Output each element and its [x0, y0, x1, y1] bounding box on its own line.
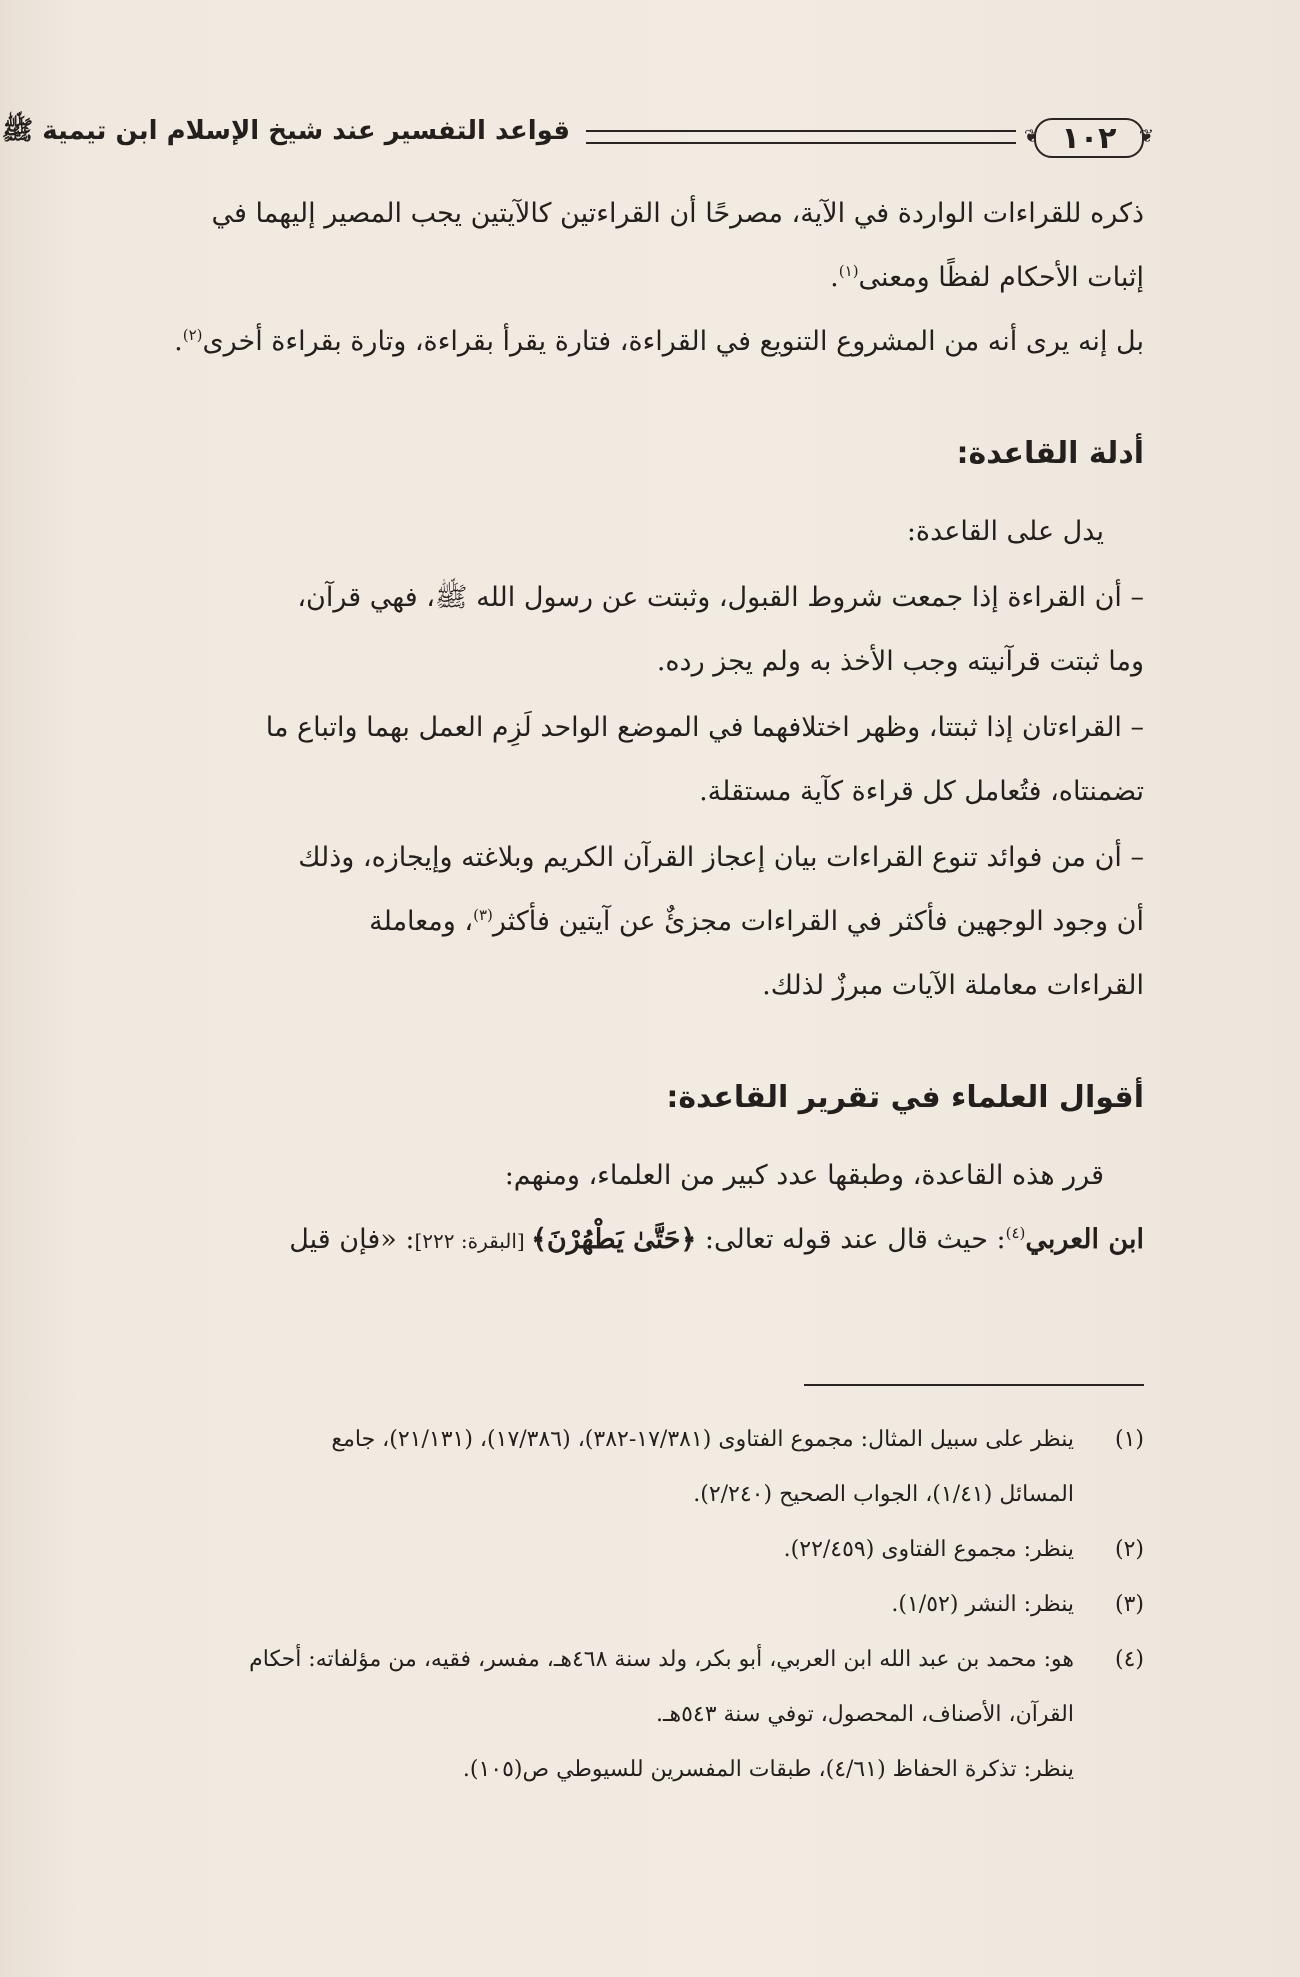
footnote-separator [804, 1384, 1144, 1386]
paragraph-2-end: . [174, 326, 183, 357]
footnote-number: (١) [1114, 1427, 1144, 1452]
footnote-text [48, 1412, 1074, 1522]
footnote-4-line-2: القرآن، الأصناف، المحصول، توفي سنة ٥٤٣هـ. [656, 1702, 1074, 1727]
footnote-3 [48, 1577, 1144, 1632]
footnote-ref-3[interactable]: (٣) [473, 906, 493, 924]
bullet-1 [48, 566, 1144, 694]
footnote-4-line-1: هو: محمد بن عبد الله ابن العربي، أبو بكر، ولد سنة ٤٦٨هـ، مفسر، فقيه، من مؤلفاته: أحكام [249, 1647, 1074, 1672]
footnote-3-text: ينظر: النشر (١/٥٢). [891, 1592, 1074, 1617]
footnotes [48, 1412, 1144, 1797]
scholar-text-2: : «فإن قيل [289, 1224, 415, 1255]
heading-evidence: أدلة القاعدة: [956, 436, 1144, 471]
intro-evidence: يدل على القاعدة: [906, 516, 1104, 547]
footnote-1 [48, 1412, 1144, 1522]
footnote-2 [48, 1522, 1144, 1577]
bullet-1-line-1: – أن القراءة إذا جمعت شروط القبول، وثبتت عن رسول الله ﷺ، فهي قرآن، [297, 582, 1144, 613]
page-number: ١٠٢ [1061, 120, 1117, 156]
footnote-1-line-1: ينظر على سبيل المثال: مجموع الفتاوى (١٧/٣٨١-٣٨٢)، (١٧/٣٨٦)، (٢١/١٣١)، جامع [331, 1427, 1074, 1452]
paragraph-1-line-2: إثبات الأحكام لفظًا ومعنى [858, 262, 1144, 293]
scholar-text-1: : حيث قال عند قوله تعالى: [696, 1224, 1006, 1255]
ornament-right-icon: ❦ [1138, 126, 1154, 147]
paragraph-2-text: بل إنه يرى أنه من المشروع التنويع في القراءة، فتارة يقرأ بقراءة، وتارة بقراءة أخرى [202, 326, 1144, 357]
bullet-3-line-3: القراءات معاملة الآيات مبرزٌ لذلك. [762, 970, 1144, 1001]
footnote-text [48, 1632, 1074, 1797]
paragraph-2 [48, 310, 1144, 374]
footnote-2-text: ينظر: مجموع الفتاوى (٢٢/٤٥٩). [783, 1537, 1074, 1562]
paragraph-1-end: . [830, 262, 839, 293]
bullet-3 [48, 826, 1144, 1018]
heading-scholars: أقوال العلماء في تقرير القاعدة: [666, 1080, 1144, 1115]
main-text [48, 182, 1144, 1273]
running-title: قواعد التفسير عند شيخ الإسلام ابن تيمية ﷺ [1, 116, 570, 146]
sura-reference: [البقرة: ٢٢٢] [414, 1229, 532, 1253]
bullet-2 [48, 696, 1144, 824]
footnote-ref-1[interactable]: (١) [838, 262, 859, 280]
header-double-rule [586, 130, 1016, 144]
bullet-3-line-1: – أن من فوائد تنوع القراءات بيان إعجاز القرآن الكريم وبلاغته وإيجازه، وذلك [298, 842, 1144, 873]
footnote-4-line-3: ينظر: تذكرة الحفاظ (٤/٦١)، طبقات المفسرين للسيوطي ص(١٠٥). [462, 1757, 1074, 1782]
intro-scholars: قرر هذه القاعدة، وطبقها عدد كبير من العلماء، ومنهم: [504, 1160, 1104, 1191]
scholar-quote [48, 1208, 1144, 1273]
footnote-number: (٤) [1114, 1647, 1144, 1672]
page-header [1, 108, 1154, 168]
ornament-left-icon: ❦ [1024, 126, 1040, 147]
page-number-frame [1024, 112, 1154, 164]
bullet-3-line-2: أن وجود الوجهين فأكثر في القراءات مجزئٌ عن آيتين فأكثر [492, 906, 1144, 937]
bullet-2-line-2: تضمنتاه، فتُعامل كل قراءة كآية مستقلة. [699, 776, 1144, 807]
bullet-2-line-1: – القراءتان إذا ثبتتا، وظهر اختلافهما في الموضع الواحد لَزِم العمل بهما واتباع ما [265, 712, 1144, 743]
footnote-ref-4[interactable]: (٤) [1005, 1224, 1026, 1242]
footnote-ref-2[interactable]: (٢) [182, 326, 203, 344]
footnote-number: (٢) [1114, 1537, 1144, 1562]
bullet-1-line-2: وما ثبتت قرآنيته وجب الأخذ به ولم يجز رده. [656, 646, 1144, 677]
quran-verse: ﴿حَتَّىٰ يَطْهُرْنَ﴾ [531, 1224, 697, 1255]
bullet-3-line-2-end: ، ومعاملة [369, 906, 474, 937]
footnote-4 [48, 1632, 1144, 1797]
paragraph-1-line-1: ذكره للقراءات الواردة في الآية، مصرحًا أن القراءتين كالآيتين يجب المصير إليهما في [211, 198, 1144, 229]
footnote-1-line-2: المسائل (١/٤١)، الجواب الصحيح (٢/٢٤٠). [693, 1482, 1074, 1507]
footnote-number: (٣) [1114, 1592, 1144, 1617]
paragraph-1 [48, 182, 1144, 310]
scholar-name: ابن العربي [1025, 1224, 1144, 1255]
